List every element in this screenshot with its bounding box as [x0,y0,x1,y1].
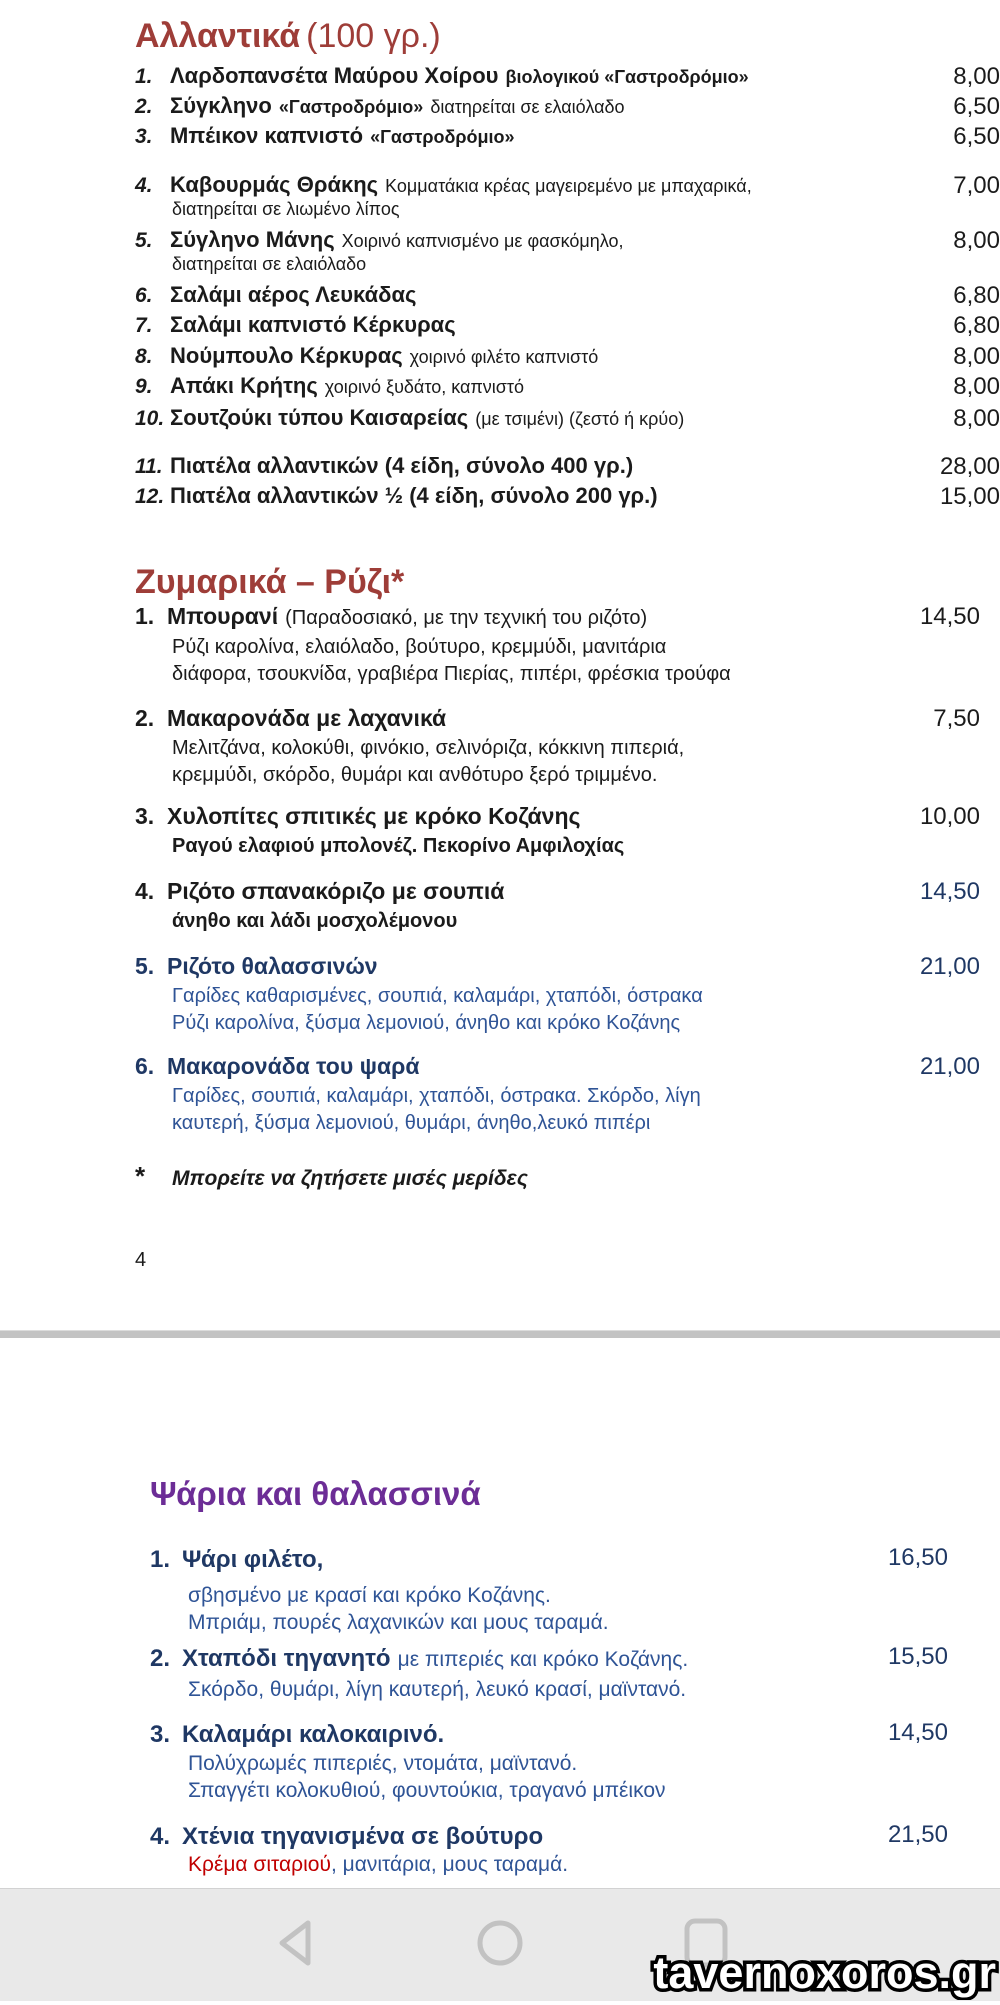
item-number: 10. [135,407,165,430]
item-desc-line: , μανιτάρια, μους ταραμά. [330,1853,569,1876]
item-desc: χοιρινό φιλέτο καπνιστό [409,347,599,367]
item-number: 4. [150,1823,171,1850]
item-name: Σαλάμι καπνιστό Κέρκυρας [170,312,456,337]
item-desc: με πιπεριές και κρόκο Κοζάνης. [397,1648,689,1671]
item-desc-line: Γαρίδες, σουπιά, καλαμάρι, χταπόδι, όστρακα. Σκόρδο, λίγη [172,1085,701,1107]
item-desc-line: Ραγού ελαφιού μπολονέζ. Πεκορίνο Αμφιλοχίας [172,835,625,857]
menu-item-line [0,738,1000,760]
back-icon [268,1915,324,1971]
menu-item-line [0,200,1000,219]
menu-item [0,173,1000,198]
item-number: 5. [135,953,155,979]
item-number: 4. [135,878,155,904]
item-number: 6. [135,1053,155,1079]
menu-item [0,228,1000,253]
section-title-psaria [0,1476,1000,1512]
menu-item-line [0,1679,1000,1702]
menu-item [0,1054,1000,1079]
item-desc-line: Πολύχρωμές πιπεριές, ντομάτα, μαϊντανό. [188,1752,578,1775]
menu-item [0,454,1000,479]
item-price: 7,50 [933,705,980,732]
item-name: Σύγληνο Μάνης [170,227,335,252]
item-name: Απάκι Κρήτης [170,373,318,398]
menu-item [0,879,1000,904]
item-number: 11. [135,455,163,478]
item-name: Μπουρανί [167,603,279,629]
page-number: 4 [135,1249,147,1271]
menu-item [0,374,1000,399]
item-name: Πιατέλα αλλαντικών (4 είδη, σύνολο 400 γρ.) [170,453,634,478]
section-title-allantika [0,18,1000,55]
section-title-suffix: (100 γρ.) [306,17,441,55]
item-desc-highlight: Κρέμα σιταριού [188,1853,331,1876]
item-name: Μπέικον καπνιστό [170,123,364,148]
item-subname: βιολογικού «Γαστροδρόμιο» [505,67,749,87]
item-price: 8,00 [953,405,1000,432]
item-number: 6. [135,284,153,307]
menu-item [0,1643,1000,1672]
item-name: Ριζότο σπανακόριζο με σουπιά [167,878,505,904]
menu-item-line [0,836,1000,858]
menu-item [0,484,1000,509]
item-price: 10,00 [919,803,980,830]
item-desc-line: διάφορα, τσουκνίδα, γραβιέρα Πιερίας, πιπέρι, φρέσκια τρούφα [172,663,731,685]
item-number: 5. [135,229,153,252]
item-name: Πιατέλα αλλαντικών ½ (4 είδη, σύνολο 200 γρ.) [170,483,658,508]
item-desc-line: άνηθο και λάδι μοσχολέμονου [172,910,458,932]
menu-item [0,344,1000,369]
item-number: 1. [135,65,153,88]
item-desc-line: διατηρείται σε ελαιόλαδο [172,254,367,274]
item-name: Χταπόδι τηγανητό [182,1645,391,1672]
menu-item-line [0,1780,1000,1803]
item-desc: (Παραδοσιακό, με την τεχνική του ριζότο) [285,607,648,629]
item-number: 2. [135,705,155,731]
item-number: 1. [150,1546,171,1573]
watermark-text: tavernoxoros.gr [653,1947,996,1998]
item-price: 8,00 [953,373,1000,400]
item-price: 6,50 [953,93,1000,120]
item-desc: Χοιρινό καπνισμένο με φασκόμηλο, [341,231,624,251]
item-desc-line: Ρύζι καρολίνα, ελαιόλαδο, βούτυρο, κρεμμύδι, μανιτάρια [172,636,667,658]
item-desc-line: καυτερή, ξύσμα λεμονιού, θυμάρι, άνηθο,λευκό πιπέρι [172,1112,651,1134]
item-price: 21,00 [919,953,980,980]
item-name: Χτένια τηγανισμένα σε βούτυρο [182,1823,544,1850]
menu-item-line [0,1086,1000,1108]
menu-item [0,64,1000,89]
item-number: 3. [135,125,153,148]
menu-item-line [0,1753,1000,1776]
item-price: 14,50 [919,878,980,905]
item-desc-line: Σκόρδο, θυμάρι, λίγη καυτερή, λευκό κρασί, μαϊντανό. [188,1678,687,1701]
footnote-asterisk: * [135,1161,146,1191]
item-price: 14,50 [919,603,980,630]
page-divider [0,1330,1000,1338]
footnote [0,1162,1000,1191]
item-number: 7. [135,314,153,337]
item-price: 8,00 [953,343,1000,370]
menu-item [0,94,1000,119]
item-name: Μακαρονάδα του ψαρά [167,1053,420,1079]
item-number: 12. [135,485,165,508]
item-subname: «Γαστροδρόμιο» [370,127,515,147]
item-desc: χοιρινό ξυδάτο, καπνιστό [324,377,525,397]
item-name: Καλαμάρι καλοκαιρινό. [182,1721,445,1748]
item-name: Σύγκληνο [170,93,272,118]
item-price: 28,00 [939,453,1000,480]
menu-item [0,954,1000,979]
item-desc-line: Μελιτζάνα, κολοκύθι, φινόκιο, σελινόριζα, κόκκινη πιπεριά, [172,737,685,759]
item-desc-line: διατηρείται σε λιωμένο λίπος [172,199,400,219]
menu-item [0,1544,1000,1573]
menu-item-line [0,664,1000,686]
item-desc-line: Γαρίδες καθαρισμένες, σουπιά, καλαμάρι, χταπόδι, όστρακα [172,985,703,1007]
item-price: 8,00 [953,227,1000,254]
item-number: 4. [135,174,153,197]
item-price: 15,50 [887,1643,948,1670]
item-desc: διατηρείται σε ελαιόλαδο [430,97,625,117]
section-title-text: Ψάρια και θαλασσινά [150,1475,481,1512]
section-title-text: Ζυμαρικά – Ρύζι* [135,563,405,601]
item-price: 7,00 [953,172,1000,199]
menu-item [0,406,1000,431]
item-price: 21,50 [887,1821,948,1848]
menu-item-line [0,1612,1000,1635]
item-price: 15,00 [939,483,1000,510]
item-number: 3. [150,1721,171,1748]
menu-item-line [0,637,1000,659]
menu-item [0,706,1000,731]
item-price: 8,00 [953,63,1000,90]
home-button[interactable] [472,1915,528,1971]
item-desc-line: Σπαγγέτι κολοκυθιού, φουντούκια, τραγανό μπέικον [188,1779,666,1802]
item-name: Σουτζούκι τύπου Καισαρείας [170,405,469,430]
menu-item [0,804,1000,829]
menu-item-line [0,255,1000,274]
section-title-zymarika [0,564,1000,601]
footnote-text: Μπορείτε να ζητήσετε μισές μερίδες [172,1167,528,1190]
item-subname: «Γαστροδρόμιο» [278,97,424,117]
menu-item-line [0,1585,1000,1608]
item-name: Χυλοπίτες σπιτικές με κρόκο Κοζάνης [167,803,581,829]
item-price: 6,50 [953,123,1000,150]
item-number: 8. [135,345,153,368]
item-name: Λαρδοπανσέτα Μαύρου Χοίρου [170,63,499,88]
menu-item [0,313,1000,338]
item-name: Μακαρονάδα με λαχανικά [167,705,447,731]
menu-item-line [0,986,1000,1008]
item-name: Νούμπουλο Κέρκυρας [170,343,403,368]
item-desc-line: Ρύζι καρολίνα, ξύσμα λεμονιού, άνηθο και κρόκο Κοζάνης [172,1012,681,1034]
item-price: 14,50 [887,1719,948,1746]
item-name: Σαλάμι αέρος Λευκάδας [170,282,417,307]
item-price: 21,00 [919,1053,980,1080]
menu-item-line [0,1854,1000,1877]
item-name: Ριζότο θαλασσινών [167,953,378,979]
item-number: 2. [135,95,153,118]
item-name: Καβουρμάς Θράκης [170,172,379,197]
item-number: 3. [135,803,155,829]
item-number: 1. [135,603,155,629]
item-desc-line: σβησμένο με κρασί και κρόκο Κοζάνης. [188,1584,551,1607]
menu-item-line [0,765,1000,787]
item-name: Ψάρι φιλέτο, [182,1546,324,1573]
back-button[interactable] [268,1915,324,1971]
menu-item [0,604,1000,630]
home-icon [472,1915,528,1971]
menu-item [0,283,1000,308]
item-desc: (με τσιμένι) (ζεστό ή κρύο) [475,409,685,429]
menu-item-line [0,911,1000,933]
item-price: 6,80 [953,282,1000,309]
menu-item [0,1719,1000,1748]
item-desc-line: Μπριάμ, πουρές λαχανικών και μους ταραμά. [188,1611,609,1634]
item-price: 6,80 [953,312,1000,339]
menu-item-line [0,1013,1000,1035]
menu-item-line [0,1113,1000,1135]
item-desc-line: κρεμμύδι, σκόρδο, θυμάρι και ανθότυρο ξερό τριμμένο. [172,764,658,786]
item-price: 16,50 [887,1544,948,1571]
item-number: 9. [135,375,153,398]
watermark [650,1944,1000,2005]
section-title-text: Αλλαντικά [135,17,301,55]
menu-item [0,1821,1000,1850]
menu-item [0,124,1000,149]
item-desc: Κομματάκια κρέας μαγειρεμένο με μπαχαρικά, [385,176,752,196]
item-number: 2. [150,1645,171,1672]
